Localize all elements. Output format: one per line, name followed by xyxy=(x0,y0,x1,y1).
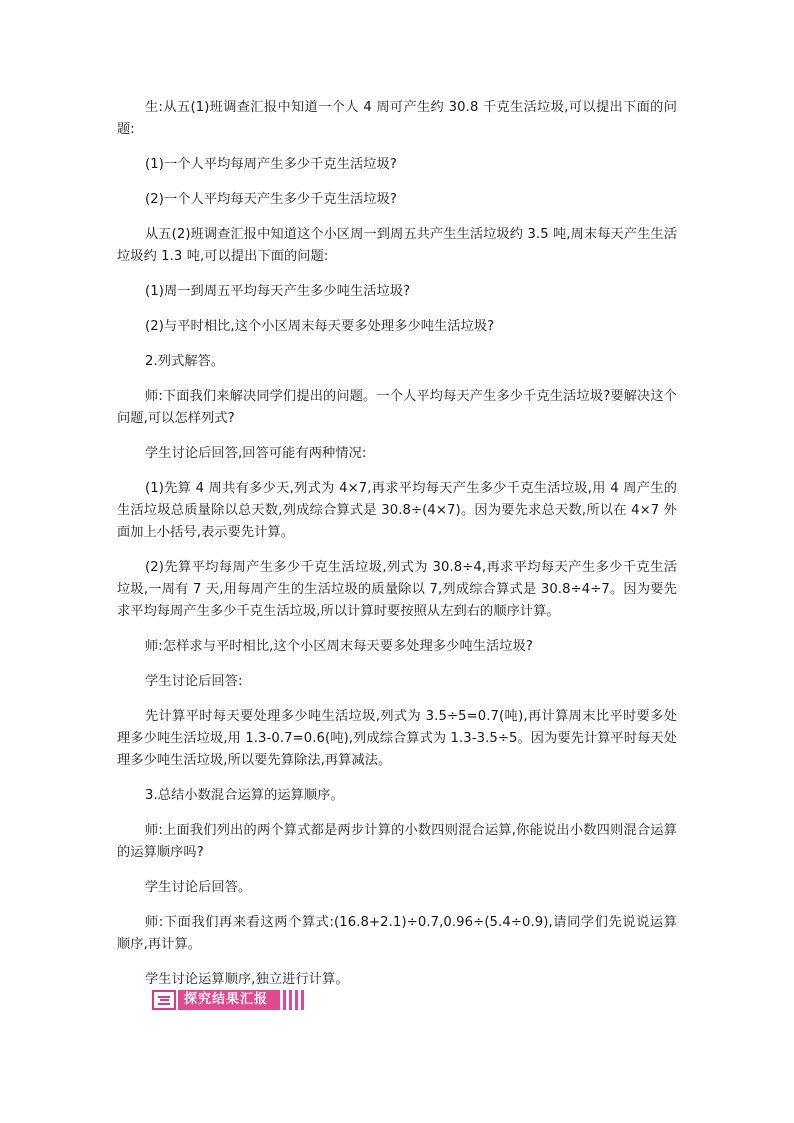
paragraph: (2)一个人平均每天产生多少千克生活垃圾? xyxy=(145,192,397,207)
paragraph: 从五(2)班调查汇报中知道这个小区周一到周五共产生生活垃圾约 3.5 吨,周末每天产生生活垃圾约 1.3 吨,可以提出下面的问题: xyxy=(117,227,677,264)
section-heading: 3.总结小数混合运算的运算顺序。 xyxy=(145,788,344,803)
lesson-body xyxy=(117,97,677,1004)
section-heading: 2.列式解答。 xyxy=(145,354,225,369)
paragraph: 先计算平时每天要处理多少吨生活垃圾,列式为 3.5÷5=0.7(吨),再计算周末比平时要多处理多少吨生活垃圾,用 1.3-0.7=0.6(吨),列成综合算式为 1.3-3.5÷5。因为要先计算平时每天处理多少吨生活垃圾,所以要先算除法,再算减法。 xyxy=(117,709,677,768)
paragraph: 学生讨论运算顺序,独立进行计算。 xyxy=(145,972,349,987)
paragraph: 学生讨论后回答,回答可能有两种情况: xyxy=(145,446,367,461)
section-banner-title: 探究结果汇报 xyxy=(178,990,280,1010)
paragraph: (2)先算平均每周产生多少千克生活垃圾,列式为 30.8÷4,再求平均每天产生多少千克生活垃圾,一周有 7 天,用每周产生的生活垃圾的质量除以 7,列成综合算式是 30.8÷4÷7。因为要先求平均每周产生多少千克生活垃圾,所以计算时要按照从左到右的顺序计算。 xyxy=(117,560,677,619)
paragraph: 生:从五(1)班调查汇报中知道一个人 4 周可产生约 30.8 千克生活垃圾,可以提出下面的问题: xyxy=(117,100,677,137)
section-banner xyxy=(152,990,307,1010)
paragraph: (1)先算 4 周共有多少天,列式为 4×7,再求平均每天产生多少千克生活垃圾,用 4 周产生的生活垃圾总质量除以总天数,列成综合算式是 30.8÷(4×7)。因为要先求总天数,所以在 4×7 外面加上小括号,表示要先计算。 xyxy=(117,481,677,540)
paragraph: (1)周一到周五平均每天产生多少吨生活垃圾? xyxy=(145,284,411,299)
paragraph: 师:怎样求与平时相比,这个小区周末每天要多处理多少吨生活垃圾? xyxy=(145,639,533,654)
paragraph: 师:上面我们列出的两个算式都是两步计算的小数四则混合运算,你能说出小数四则混合运算的运算顺序吗? xyxy=(117,823,677,860)
paragraph: 师:下面我们再来看这两个算式:(16.8+2.1)÷0.7,0.96÷(5.4÷0.9),请同学们先说说运算顺序,再计算。 xyxy=(117,915,677,952)
paragraph: 学生讨论后回答: xyxy=(145,674,243,689)
decorative-stripes xyxy=(283,990,307,1010)
chinese-numeral-three-icon xyxy=(152,990,176,1010)
paragraph: (2)与平时相比,这个小区周末每天要多处理多少吨生活垃圾? xyxy=(145,319,495,334)
paragraph: (1)一个人平均每周产生多少千克生活垃圾? xyxy=(145,157,397,172)
paragraph: 师:下面我们来解决同学们提出的问题。一个人平均每天产生多少千克生活垃圾?要解决这个问题,可以怎样列式? xyxy=(117,389,677,426)
paragraph: 学生讨论后回答。 xyxy=(145,880,252,895)
